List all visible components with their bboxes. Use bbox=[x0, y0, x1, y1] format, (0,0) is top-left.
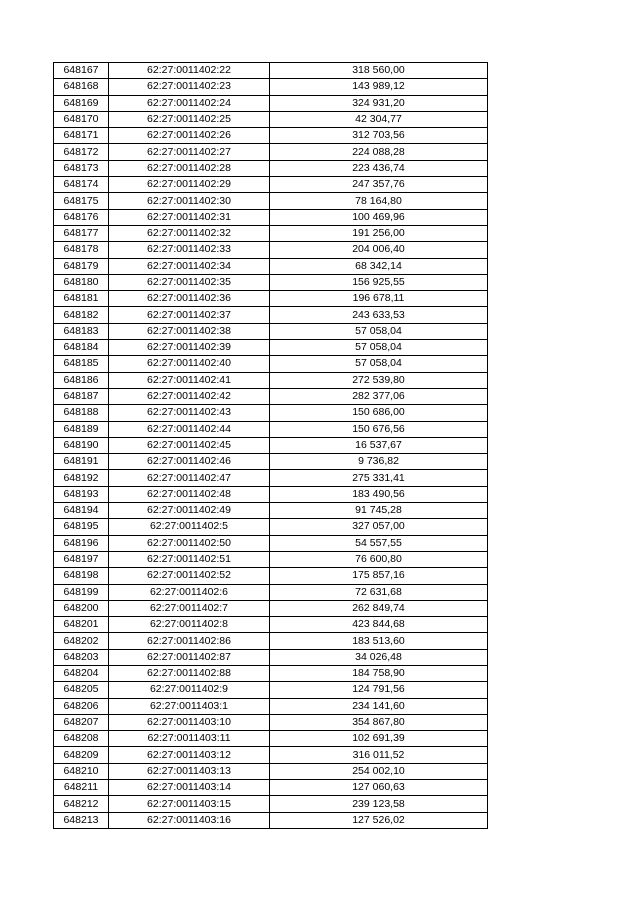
cadastral-value-cell: 247 357,76 bbox=[270, 177, 488, 193]
cadastral-number-cell: 62:27:0011402:7 bbox=[109, 600, 270, 616]
cadastral-number-cell: 62:27:0011402:34 bbox=[109, 258, 270, 274]
cadastral-value-cell: 9 736,82 bbox=[270, 454, 488, 470]
cadastral-value-cell: 175 857,16 bbox=[270, 568, 488, 584]
cadastral-value-cell: 223 436,74 bbox=[270, 160, 488, 176]
cadastral-number-cell: 62:27:0011402:45 bbox=[109, 437, 270, 453]
cadastral-value-cell: 57 058,04 bbox=[270, 340, 488, 356]
cadastral-value-cell: 324 931,20 bbox=[270, 95, 488, 111]
table-row bbox=[54, 242, 488, 258]
row-number-cell: 648173 bbox=[54, 160, 109, 176]
cadastral-number-cell: 62:27:0011403:1 bbox=[109, 698, 270, 714]
table-row bbox=[54, 291, 488, 307]
cadastral-number-cell: 62:27:0011402:47 bbox=[109, 470, 270, 486]
cadastral-value-cell: 72 631,68 bbox=[270, 584, 488, 600]
cadastral-number-cell: 62:27:0011402:9 bbox=[109, 682, 270, 698]
cadastral-value-cell: 57 058,04 bbox=[270, 356, 488, 372]
table-row bbox=[54, 209, 488, 225]
row-number-cell: 648187 bbox=[54, 388, 109, 404]
cadastral-value-cell: 239 123,58 bbox=[270, 796, 488, 812]
cadastral-number-cell: 62:27:0011402:24 bbox=[109, 95, 270, 111]
row-number-cell: 648180 bbox=[54, 274, 109, 290]
cadastral-number-cell: 62:27:0011402:87 bbox=[109, 649, 270, 665]
cadastral-value-cell: 262 849,74 bbox=[270, 600, 488, 616]
cadastral-value-cell: 156 925,55 bbox=[270, 274, 488, 290]
row-number-cell: 648184 bbox=[54, 340, 109, 356]
cadastral-value-cell: 423 844,68 bbox=[270, 617, 488, 633]
cadastral-number-cell: 62:27:0011402:35 bbox=[109, 274, 270, 290]
table-row bbox=[54, 437, 488, 453]
table-row bbox=[54, 372, 488, 388]
cadastral-value-table bbox=[53, 62, 488, 829]
row-number-cell: 648169 bbox=[54, 95, 109, 111]
row-number-cell: 648172 bbox=[54, 144, 109, 160]
table-row bbox=[54, 307, 488, 323]
cadastral-value-cell: 354 867,80 bbox=[270, 714, 488, 730]
table-row bbox=[54, 682, 488, 698]
table-row bbox=[54, 79, 488, 95]
cadastral-value-cell: 42 304,77 bbox=[270, 111, 488, 127]
table-row bbox=[54, 405, 488, 421]
cadastral-value-cell: 224 088,28 bbox=[270, 144, 488, 160]
table-row bbox=[54, 258, 488, 274]
cadastral-number-cell: 62:27:0011402:49 bbox=[109, 503, 270, 519]
cadastral-number-cell: 62:27:0011402:86 bbox=[109, 633, 270, 649]
cadastral-value-cell: 184 758,90 bbox=[270, 665, 488, 681]
row-number-cell: 648204 bbox=[54, 665, 109, 681]
row-number-cell: 648194 bbox=[54, 503, 109, 519]
cadastral-value-cell: 150 686,00 bbox=[270, 405, 488, 421]
table-row bbox=[54, 698, 488, 714]
row-number-cell: 648175 bbox=[54, 193, 109, 209]
cadastral-number-cell: 62:27:0011402:30 bbox=[109, 193, 270, 209]
cadastral-number-cell: 62:27:0011402:50 bbox=[109, 535, 270, 551]
table-row bbox=[54, 780, 488, 796]
row-number-cell: 648196 bbox=[54, 535, 109, 551]
cadastral-value-cell: 327 057,00 bbox=[270, 519, 488, 535]
cadastral-number-cell: 62:27:0011403:10 bbox=[109, 714, 270, 730]
cadastral-number-cell: 62:27:0011403:13 bbox=[109, 763, 270, 779]
row-number-cell: 648188 bbox=[54, 405, 109, 421]
row-number-cell: 648181 bbox=[54, 291, 109, 307]
table-row bbox=[54, 274, 488, 290]
table-row bbox=[54, 568, 488, 584]
row-number-cell: 648176 bbox=[54, 209, 109, 225]
cadastral-number-cell: 62:27:0011402:32 bbox=[109, 225, 270, 241]
cadastral-value-cell: 316 011,52 bbox=[270, 747, 488, 763]
cadastral-number-cell: 62:27:0011402:26 bbox=[109, 128, 270, 144]
cadastral-number-cell: 62:27:0011402:38 bbox=[109, 323, 270, 339]
row-number-cell: 648202 bbox=[54, 633, 109, 649]
table-row bbox=[54, 160, 488, 176]
table-row bbox=[54, 225, 488, 241]
row-number-cell: 648185 bbox=[54, 356, 109, 372]
cadastral-value-cell: 234 141,60 bbox=[270, 698, 488, 714]
row-number-cell: 648191 bbox=[54, 454, 109, 470]
table-body bbox=[54, 63, 488, 829]
cadastral-value-cell: 272 539,80 bbox=[270, 372, 488, 388]
row-number-cell: 648201 bbox=[54, 617, 109, 633]
row-number-cell: 648178 bbox=[54, 242, 109, 258]
table-row bbox=[54, 356, 488, 372]
row-number-cell: 648195 bbox=[54, 519, 109, 535]
table-row bbox=[54, 714, 488, 730]
cadastral-number-cell: 62:27:0011402:43 bbox=[109, 405, 270, 421]
table-row bbox=[54, 95, 488, 111]
cadastral-value-cell: 102 691,39 bbox=[270, 731, 488, 747]
table-row bbox=[54, 323, 488, 339]
table-row bbox=[54, 796, 488, 812]
cadastral-number-cell: 62:27:0011402:31 bbox=[109, 209, 270, 225]
cadastral-number-cell: 62:27:0011402:23 bbox=[109, 79, 270, 95]
cadastral-number-cell: 62:27:0011402:28 bbox=[109, 160, 270, 176]
cadastral-number-cell: 62:27:0011403:14 bbox=[109, 780, 270, 796]
row-number-cell: 648210 bbox=[54, 763, 109, 779]
table-row bbox=[54, 812, 488, 828]
row-number-cell: 648213 bbox=[54, 812, 109, 828]
cadastral-number-cell: 62:27:0011402:42 bbox=[109, 388, 270, 404]
table-row bbox=[54, 763, 488, 779]
row-number-cell: 648200 bbox=[54, 600, 109, 616]
cadastral-number-cell: 62:27:0011402:8 bbox=[109, 617, 270, 633]
table-row bbox=[54, 144, 488, 160]
table-row bbox=[54, 617, 488, 633]
table-row bbox=[54, 454, 488, 470]
document-page bbox=[53, 62, 488, 829]
row-number-cell: 648203 bbox=[54, 649, 109, 665]
cadastral-number-cell: 62:27:0011402:37 bbox=[109, 307, 270, 323]
row-number-cell: 648177 bbox=[54, 225, 109, 241]
cadastral-value-cell: 183 513,60 bbox=[270, 633, 488, 649]
cadastral-number-cell: 62:27:0011402:6 bbox=[109, 584, 270, 600]
table-row bbox=[54, 551, 488, 567]
cadastral-value-cell: 127 060,63 bbox=[270, 780, 488, 796]
cadastral-number-cell: 62:27:0011402:29 bbox=[109, 177, 270, 193]
row-number-cell: 648183 bbox=[54, 323, 109, 339]
cadastral-number-cell: 62:27:0011402:27 bbox=[109, 144, 270, 160]
cadastral-number-cell: 62:27:0011402:39 bbox=[109, 340, 270, 356]
cadastral-value-cell: 68 342,14 bbox=[270, 258, 488, 274]
row-number-cell: 648193 bbox=[54, 486, 109, 502]
table-row bbox=[54, 177, 488, 193]
table-row bbox=[54, 111, 488, 127]
cadastral-value-cell: 254 002,10 bbox=[270, 763, 488, 779]
cadastral-value-cell: 124 791,56 bbox=[270, 682, 488, 698]
cadastral-number-cell: 62:27:0011402:40 bbox=[109, 356, 270, 372]
cadastral-number-cell: 62:27:0011403:15 bbox=[109, 796, 270, 812]
cadastral-number-cell: 62:27:0011403:12 bbox=[109, 747, 270, 763]
cadastral-value-cell: 318 560,00 bbox=[270, 63, 488, 79]
cadastral-value-cell: 196 678,11 bbox=[270, 291, 488, 307]
cadastral-number-cell: 62:27:0011402:46 bbox=[109, 454, 270, 470]
cadastral-value-cell: 76 600,80 bbox=[270, 551, 488, 567]
cadastral-value-cell: 282 377,06 bbox=[270, 388, 488, 404]
row-number-cell: 648167 bbox=[54, 63, 109, 79]
cadastral-number-cell: 62:27:0011402:48 bbox=[109, 486, 270, 502]
table-row bbox=[54, 486, 488, 502]
table-row bbox=[54, 340, 488, 356]
row-number-cell: 648190 bbox=[54, 437, 109, 453]
cadastral-number-cell: 62:27:0011402:5 bbox=[109, 519, 270, 535]
row-number-cell: 648182 bbox=[54, 307, 109, 323]
row-number-cell: 648211 bbox=[54, 780, 109, 796]
cadastral-value-cell: 204 006,40 bbox=[270, 242, 488, 258]
table-row bbox=[54, 600, 488, 616]
cadastral-number-cell: 62:27:0011402:22 bbox=[109, 63, 270, 79]
cadastral-value-cell: 150 676,56 bbox=[270, 421, 488, 437]
cadastral-number-cell: 62:27:0011402:88 bbox=[109, 665, 270, 681]
row-number-cell: 648197 bbox=[54, 551, 109, 567]
cadastral-value-cell: 91 745,28 bbox=[270, 503, 488, 519]
cadastral-value-cell: 100 469,96 bbox=[270, 209, 488, 225]
table-row bbox=[54, 584, 488, 600]
table-row bbox=[54, 633, 488, 649]
table-row bbox=[54, 665, 488, 681]
cadastral-value-cell: 275 331,41 bbox=[270, 470, 488, 486]
table-row bbox=[54, 388, 488, 404]
row-number-cell: 648171 bbox=[54, 128, 109, 144]
cadastral-number-cell: 62:27:0011403:11 bbox=[109, 731, 270, 747]
cadastral-number-cell: 62:27:0011402:51 bbox=[109, 551, 270, 567]
table-row bbox=[54, 128, 488, 144]
table-row bbox=[54, 649, 488, 665]
row-number-cell: 648189 bbox=[54, 421, 109, 437]
table-row bbox=[54, 470, 488, 486]
cadastral-value-cell: 183 490,56 bbox=[270, 486, 488, 502]
row-number-cell: 648170 bbox=[54, 111, 109, 127]
cadastral-value-cell: 54 557,55 bbox=[270, 535, 488, 551]
cadastral-value-cell: 127 526,02 bbox=[270, 812, 488, 828]
table-row bbox=[54, 63, 488, 79]
row-number-cell: 648199 bbox=[54, 584, 109, 600]
row-number-cell: 648179 bbox=[54, 258, 109, 274]
table-row bbox=[54, 193, 488, 209]
table-row bbox=[54, 519, 488, 535]
cadastral-number-cell: 62:27:0011402:33 bbox=[109, 242, 270, 258]
cadastral-number-cell: 62:27:0011402:36 bbox=[109, 291, 270, 307]
cadastral-value-cell: 16 537,67 bbox=[270, 437, 488, 453]
row-number-cell: 648186 bbox=[54, 372, 109, 388]
cadastral-value-cell: 78 164,80 bbox=[270, 193, 488, 209]
cadastral-number-cell: 62:27:0011402:25 bbox=[109, 111, 270, 127]
row-number-cell: 648209 bbox=[54, 747, 109, 763]
table-row bbox=[54, 421, 488, 437]
table-row bbox=[54, 747, 488, 763]
cadastral-number-cell: 62:27:0011402:52 bbox=[109, 568, 270, 584]
cadastral-number-cell: 62:27:0011402:41 bbox=[109, 372, 270, 388]
row-number-cell: 648168 bbox=[54, 79, 109, 95]
row-number-cell: 648207 bbox=[54, 714, 109, 730]
cadastral-value-cell: 143 989,12 bbox=[270, 79, 488, 95]
table-row bbox=[54, 503, 488, 519]
cadastral-number-cell: 62:27:0011402:44 bbox=[109, 421, 270, 437]
row-number-cell: 648192 bbox=[54, 470, 109, 486]
cadastral-value-cell: 312 703,56 bbox=[270, 128, 488, 144]
table-row bbox=[54, 535, 488, 551]
table-row bbox=[54, 731, 488, 747]
cadastral-value-cell: 191 256,00 bbox=[270, 225, 488, 241]
cadastral-value-cell: 34 026,48 bbox=[270, 649, 488, 665]
row-number-cell: 648174 bbox=[54, 177, 109, 193]
row-number-cell: 648212 bbox=[54, 796, 109, 812]
row-number-cell: 648198 bbox=[54, 568, 109, 584]
cadastral-value-cell: 57 058,04 bbox=[270, 323, 488, 339]
cadastral-value-cell: 243 633,53 bbox=[270, 307, 488, 323]
row-number-cell: 648206 bbox=[54, 698, 109, 714]
row-number-cell: 648208 bbox=[54, 731, 109, 747]
row-number-cell: 648205 bbox=[54, 682, 109, 698]
cadastral-number-cell: 62:27:0011403:16 bbox=[109, 812, 270, 828]
